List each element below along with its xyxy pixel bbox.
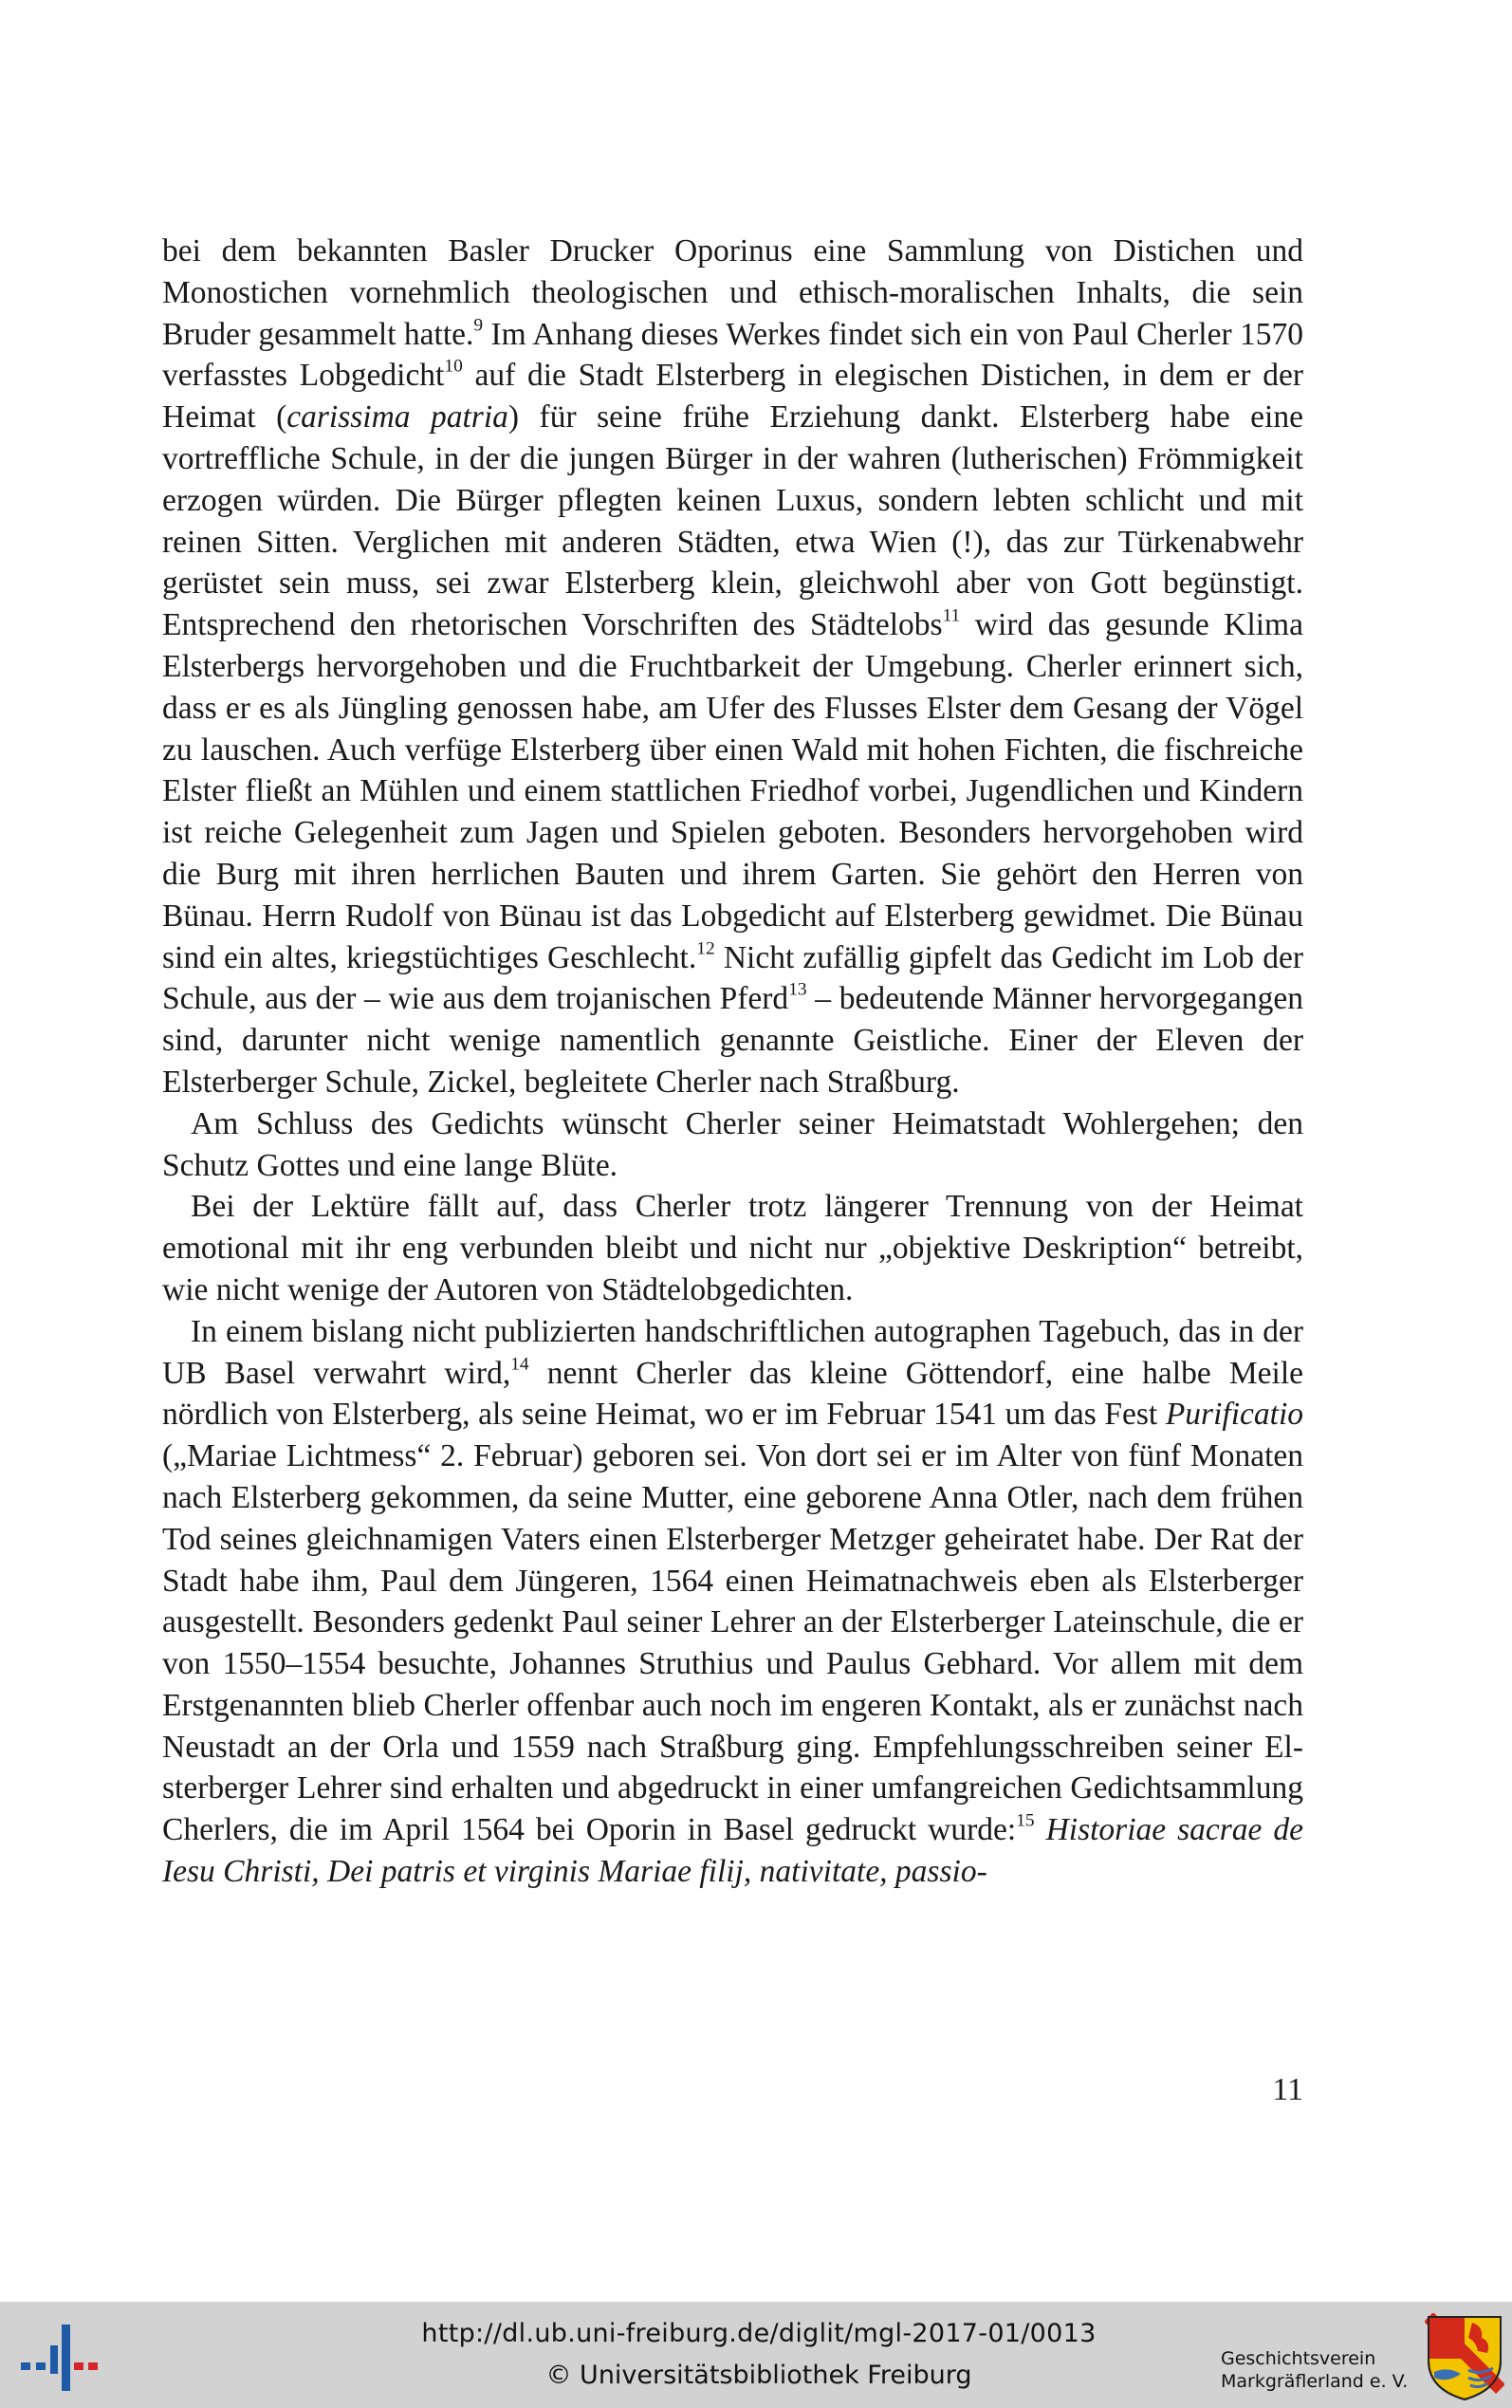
text-run: („Mariae Lichtmess“ 2. Februar) geboren sei. Von dort sei er im Alter von fünf Monaten nach Elsterberg gekommen, da seine Mutter, eine geborene Anna Otler, nach dem frühen Tod seines gleichnamigen Vaters einen Elsterberger Metzger geheiratet habe. Der Rat der Stadt habe ihm, Paul dem Jüngeren, 1564 einen Heimatnachweis eben als Elsterberger ausgestellt. Besonders gedenkt Paul seiner Lehrer an der Elsterberger Lateinschule, die er von 1550–1554 besuchte, Johannes Struthius und Paulus Gebhard. Vor allem mit dem Erstgenannten blieb Cherler offenbar auch noch im engeren Kontakt, als er zunächst nach Neustadt an der Orla und 1559 nach Straßburg ging. Empfehlungsschreiben seiner Elsterberger Lehrer sind erhalten und abgedruckt in einer umfangreichen Gedichtsammlung Cherlers, die im April 1564 bei Oporin in Basel gedruckt wurde: [162, 1438, 1303, 1848]
text-run: bei dem bekannten Basler Drucker Oporinus eine Sammlung von Distichen und Monostichen vornehmlich theologischen und ethisch-moralischen Inhalts, die sein Bruder gesammelt hatte. [162, 233, 1303, 352]
ub-freiburg-logo-icon [21, 2325, 102, 2391]
paragraph-3 [162, 1186, 1303, 1310]
page-number: 11 [1272, 2072, 1303, 2107]
text-run: ) für seine frühe Erziehung dankt. Elsterberg habe eine vortreffliche Schule, in der die jungen Bürger in der wahren (lutherischen) Frömmigkeit erzogen würden. Die Bürger pflegten keinen Luxus, sondern lebten schlicht und mit reinen Sitten. Verglichen mit anderen Städten, etwa Wien (!), das zur Türkenabwehr gerüstet sein muss, sei zwar Elsterberg klein, gleichwohl aber von Gott begünstigt. Entsprechend den rhetorischen Vorschriften des Städtelobs [162, 399, 1303, 643]
italic-text: Historiae sacrae de Iesu Christi, Dei patris et virginis Mariae filij, nativitate, passio- [162, 1812, 1303, 1890]
coat-of-arms-icon [1425, 2313, 1504, 2402]
society-name-line1: Geschichtsverein [1221, 2348, 1376, 2369]
text-run: Im Anhang dieses Werkes findet sich ein von Paul Cherler 1570 verfasstes Lobgedicht [162, 316, 1303, 394]
italic-text: carissima patria [286, 399, 508, 435]
text-run: – bedeutende Männer hervorgegangen sind, darunter nicht wenige namentlich genannte Geistliche. Einer der Eleven der Elsterberger Schule, Zickel, begleitete Cherler nach Straßburg. [162, 981, 1303, 1100]
footnote-marker: 12 [696, 937, 715, 958]
paragraph-1 [162, 231, 1303, 1103]
footnote-marker: 9 [473, 315, 484, 336]
text-run: Bei der Lektüre fällt auf, dass Cherler trotz längerer Trennung von der Heimat emotional mit ihr eng verbunden bleibt und nicht nur „objektive Deskription“ betreibt, wie nicht wenige der Autoren von Städtelobgedichten. [162, 1189, 1303, 1307]
footer-url-link[interactable]: http://dl.ub.uni-freiburg.de/diglit/mgl-2017-01/0013 [421, 2319, 1097, 2348]
text-run: nennt Cherler das kleine Göttendorf, eine halbe Meile nördlich von Elsterberg, als seine Heimat, wo er im Februar 1541 um das Fest [162, 1355, 1303, 1433]
text-run: auf die Stadt Elsterberg in elegischen Distichen, in dem er der Heimat ( [162, 358, 1304, 435]
body-text [162, 231, 1303, 1893]
society-name [1221, 2347, 1420, 2393]
paragraph-2 [162, 1103, 1303, 1187]
paragraph-4 [162, 1311, 1303, 1893]
footer-bar [0, 2302, 1512, 2408]
text-run: In einem bislang nicht publizierten handschriftlichen autographen Tagebuch, das in der UB Basel verwahrt wird, [162, 1313, 1303, 1391]
footnote-marker: 14 [510, 1353, 529, 1374]
italic-text: Purificatio [1165, 1397, 1303, 1433]
footnote-marker: 10 [444, 356, 463, 377]
footnote-marker: 15 [1016, 1810, 1035, 1831]
text-run: wird das gesunde Klima Elsterbergs hervorgehoben und die Fruchtbarkeit der Umgebung. Cherler erinnert sich, dass er es als Jüngling genossen habe, am Ufer des Flusses Elster dem Gesang der Vögel zu lauschen. Auch verfüge Elsterberg über einen Wald mit hohen Fichten, die fischreiche Elster fließt an Mühlen und einem stattlichen Friedhof vorbei, Jugendlichen und Kindern ist reiche Gelegenheit zum Jagen und Spielen geboten. Besonders hervorgehoben wird die Burg mit ihren herrlichen Bauten und ihrem Garten. Sie gehört den Herren von Bünau. Herrn Rudolf von Bünau ist das Lobgedicht auf Elsterberg gewidmet. Die Bünau sind ein altes, kriegstüchtiges Geschlecht. [162, 607, 1303, 975]
text-run [1035, 1812, 1046, 1847]
society-name-line2: Markgräflerland e. V. [1221, 2371, 1409, 2392]
footer-copyright: © Universitätsbibliothek Freiburg [545, 2361, 972, 2390]
text-run: Am Schluss des Gedichts wünscht Cherler seiner Heimatstadt Wohlergehen; den Schutz Gottes und eine lange Blüte. [162, 1105, 1303, 1183]
footnote-marker: 13 [788, 979, 807, 1000]
text-run: Nicht zufällig gipfelt das Gedicht im Lob der Schule, aus der – wie aus dem trojanischen Pferd [162, 939, 1304, 1017]
footnote-marker: 11 [942, 605, 961, 626]
